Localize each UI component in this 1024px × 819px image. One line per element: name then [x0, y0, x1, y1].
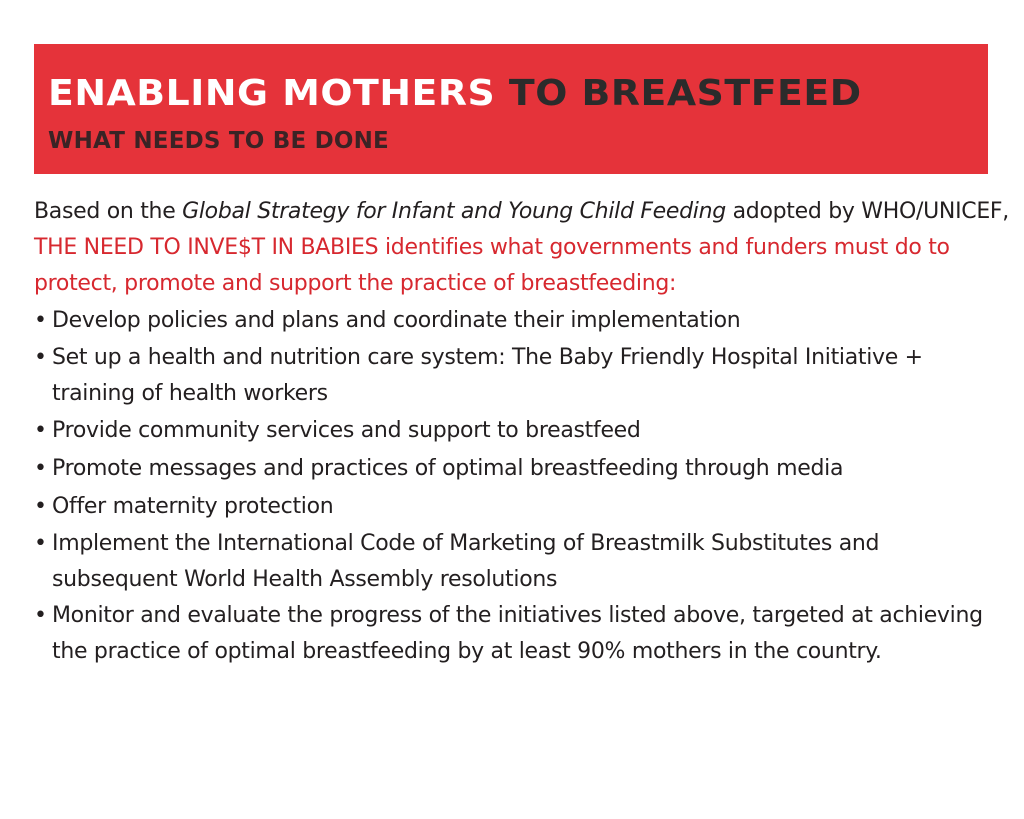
action-list: [34, 302, 1009, 670]
list-item: [34, 340, 1009, 412]
intro-paragraph: [34, 194, 1009, 302]
page-title: [48, 72, 862, 116]
list-item-text: Set up a health and nutrition care system: The Baby Friendly Hospital Initiative + training of health workers: [52, 345, 923, 406]
list-item-text: Monitor and evaluate the progress of the initiatives listed above, targeted at achieving the practice of optimal breastfeeding by at least 90% mothers in the country.: [52, 603, 983, 664]
intro-lead: Based on the: [34, 199, 183, 224]
report-name: THE NEED TO INVE$T IN BABIES: [34, 235, 379, 260]
list-item-text: Offer maternity protection: [52, 494, 334, 519]
list-item: [34, 302, 1009, 340]
list-item-text: Provide community services and support to breastfeed: [52, 418, 641, 443]
title-part-dark: TO BREASTFEED: [508, 73, 862, 114]
bullet-icon: •: [34, 418, 47, 443]
strategy-title: Global Strategy for Infant and Young Child Feeding: [182, 199, 726, 224]
bullet-icon: •: [34, 345, 47, 370]
body-content: [34, 194, 1009, 670]
bullet-icon: •: [34, 603, 47, 628]
bullet-icon: •: [34, 531, 47, 556]
intro-highlight: identifies what governments and funders must do to protect, promote and support the practice of breastfeeding:: [34, 235, 950, 296]
list-item-text: Develop policies and plans and coordinate their implementation: [52, 308, 741, 333]
bullet-icon: •: [34, 494, 47, 519]
list-item: [34, 488, 1009, 526]
title-part-white: ENABLING MOTHERS: [48, 73, 509, 114]
bullet-icon: •: [34, 308, 47, 333]
intro-adopted: adopted by WHO/UNICEF,: [725, 199, 1009, 224]
list-item: [34, 450, 1009, 488]
page-subtitle: WHAT NEEDS TO BE DONE: [48, 128, 389, 154]
title-banner: [34, 44, 988, 174]
list-item: [34, 526, 1009, 598]
bullet-icon: •: [34, 456, 47, 481]
list-item-text: Promote messages and practices of optimal breastfeeding through media: [52, 456, 844, 481]
list-item: [34, 412, 1009, 450]
list-item: [34, 598, 1009, 670]
list-item-text: Implement the International Code of Marketing of Breastmilk Substitutes and subsequent World Health Assembly resolutions: [52, 531, 880, 592]
